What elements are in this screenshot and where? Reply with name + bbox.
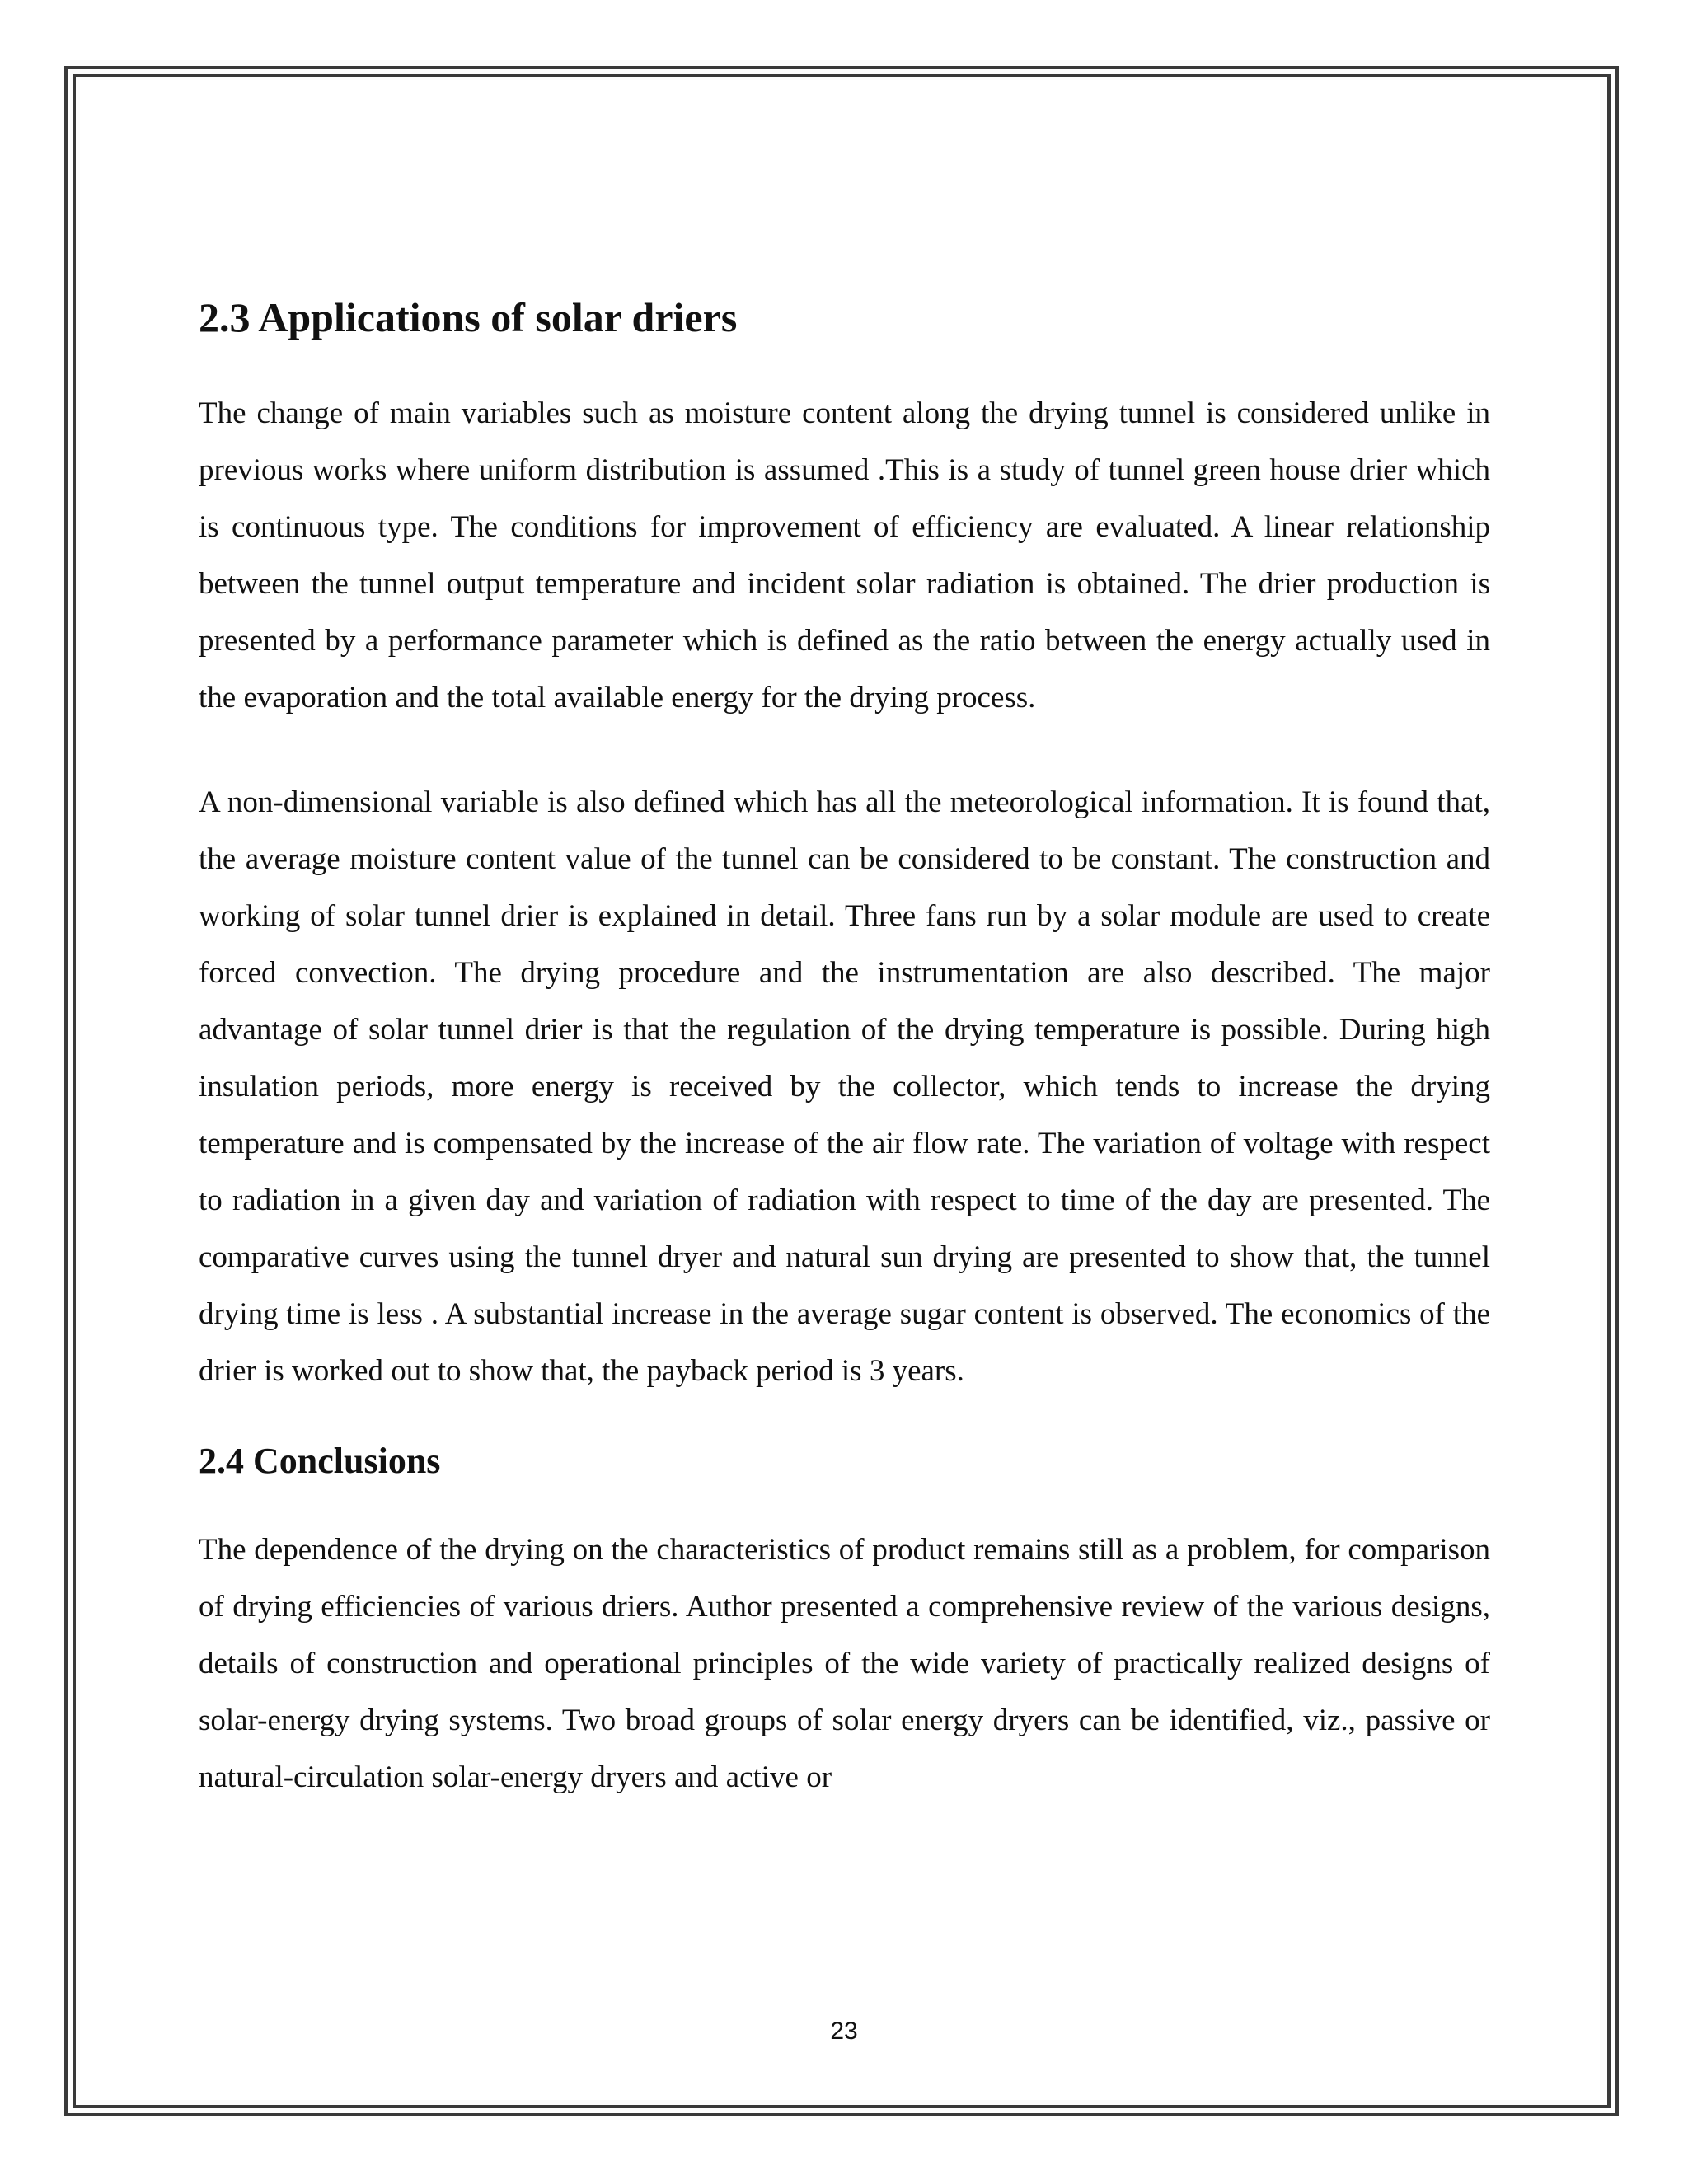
section-heading-applications: 2.3 Applications of solar driers [199,294,738,340]
paragraph-conclusions-1: The dependence of the drying on the characteristics of product remains still as a problem, for comparison of drying efficiencies of various driers. Author presented a comprehensive review of the various designs, details of construction and operational principles of the wide variety of practically realized designs of solar-energy drying systems. Two broad groups of solar energy dryers can be identified, viz., passive or natural-circulation solar-energy dryers and active or [199,1533,1490,1794]
page-content [199,284,1490,1806]
section-heading-conclusions: 2.4 Conclusions [199,1441,441,1481]
paragraph-applications-1: The change of main variables such as moisture content along the drying tunnel is considered unlike in previous works where uniform distribution is assumed .This is a study of tunnel green house drier which is continuous type. The conditions for improvement of efficiency are evaluated. A linear relationship between the tunnel output temperature and incident solar radiation is obtained. The drier production is presented by a performance parameter which is defined as the ratio between the energy actually used in the evaporation and the total available energy for the drying process. [199,396,1490,715]
page-number: 23 [830,2018,858,2045]
paragraph-applications-2: A non-dimensional variable is also defined which has all the meteorological information. It is found that, the average moisture content value of the tunnel can be considered to be constant. The construction and working of solar tunnel drier is explained in detail. Three fans run by a solar module are used to create forced convection. The drying procedure and the instrumentation are also described. The major advantage of solar tunnel drier is that the regulation of the drying temperature is possible. During high insulation periods, more energy is received by the collector, which tends to increase the drying temperature and is compensated by the increase of the air flow rate. The variation of voltage with respect to radiation in a given day and variation of radiation with respect to time of the day are presented. The comparative curves using the tunnel dryer and natural sun drying are presented to show that, the tunnel drying time is less . A substantial increase in the average sugar content is observed. The economics of the drier is worked out to show that, the payback period is 3 years. [199,785,1490,1388]
